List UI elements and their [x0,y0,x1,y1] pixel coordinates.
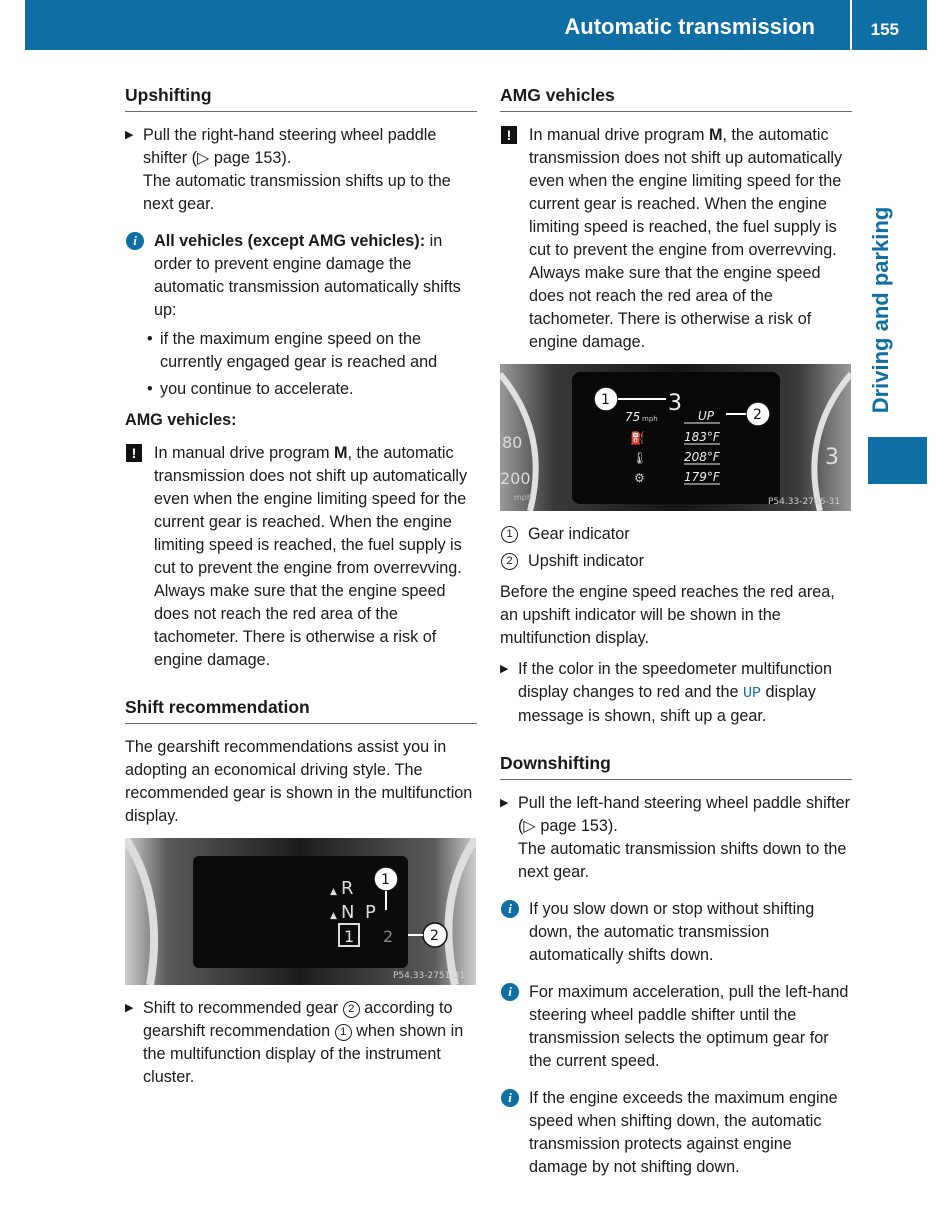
info-note-all-vehicles [125,230,477,322]
legend-number: 1 [501,526,518,543]
bullet-text: if the maximum engine speed on the currently engaged gear is reached and [160,330,438,371]
transmission-temp-icon: ⚙ [634,471,645,485]
chapter-label-text: Driving and parking [868,206,893,414]
upshift-step [125,124,477,216]
gear-r-arrow-icon: ▲ [330,887,337,897]
header-bar [25,0,927,50]
gear-recommendation-figure [125,838,476,985]
step-arrow-icon: ▶ [125,1002,134,1014]
temp-2: 208°F [684,450,720,464]
shift-recommendation-heading: Shift recommendation [125,696,477,724]
figure-code: P54.33-2766-31 [768,497,841,507]
info-text: If the engine exceeds the maximum engine speed when shifting down, the automatic transmission protects against engine damage by not shifting down. [529,1089,838,1176]
speed-unit: mph [642,415,658,423]
info-note [500,981,852,1073]
header-divider [850,0,852,50]
chapter-side-label [866,192,896,428]
bullet-text: you continue to accelerate. [160,380,354,398]
callout-1: 1 [601,392,610,408]
warning-note [500,124,852,354]
color-step [500,658,852,728]
warning-text: , the automatic transmission does not shift up automatically even when the engine limiting speed for the current gear is reached. When the engine limiting speed is reached, the fuel supply is cut to prevent the engine from overrevving. Always make sure that the engine speed does not reach the red area of the tachometer. There is otherwise a risk of engine damage. [154,444,468,669]
gear-n-arrow-icon: ▲ [330,911,337,921]
oil-temp-icon: ⛽ [630,431,645,445]
left-column [125,84,477,1097]
amg-vehicles-heading: AMG vehicles [500,84,852,112]
gauge-80: 80 [502,433,523,452]
downshift-step [500,792,852,884]
legend-item [500,550,852,573]
warning-icon: ! [501,126,517,144]
gear-r: R [341,878,354,899]
info-icon: i [126,232,144,250]
coolant-temp-icon: 🌡 [632,451,648,465]
upshift-step-result: The automatic transmission shifts up to the next gear. [143,172,451,213]
shift-step-text-b: according to gearshift recommendation [143,999,453,1040]
gauge-200: 200 [500,469,531,488]
info-all-text: in order to prevent engine damage the automatic transmission automatically shifts up: [154,232,461,319]
warning-prefix: In manual drive program [529,126,705,144]
legend-item [500,523,852,546]
bullet-item: • if the maximum engine speed on the currently engaged gear is reached and [147,330,438,371]
color-step-text-a: If the color in the speedometer multifunction display changes to red and the [518,660,833,701]
downshifting-heading: Downshifting [500,752,852,780]
gear-n: N [341,902,355,923]
gear-p: P [365,902,376,923]
upshift-step-text: Pull the right-hand steering wheel paddle shifter (▷ page 153). [143,126,437,167]
legend-number: 2 [501,553,518,570]
up-display-word: UP [742,685,761,702]
bullet-item: • you continue to accelerate. [147,380,354,398]
up-indicator: UP [698,409,715,423]
shift-step-text-c: when shown in the multifunction display of the instrument cluster. [143,1022,464,1086]
temp-3: 179°F [684,470,720,484]
info-icon: i [501,983,519,1001]
legend-label: Gear indicator [528,525,630,543]
step-arrow-icon: ▶ [500,797,509,809]
figure-code: P54.33-2751-31 [393,971,466,981]
warning-m: M [333,444,348,462]
right-gear: 3 [825,445,839,470]
callout-2-inline: 2 [343,1001,360,1018]
upshift-indicator-figure [500,364,851,511]
info-note [500,1087,852,1179]
shift-step-text-a: Shift to recommended gear [143,999,339,1017]
recommended-gear: 2 [383,927,394,946]
temp-1: 183°F [684,430,720,444]
current-gear: 1 [344,927,355,946]
info-note [500,898,852,967]
callout-1-inline: 1 [335,1024,352,1041]
callout-2: 2 [430,928,439,944]
callout-1: 1 [381,872,390,888]
chapter-tab [868,437,927,484]
legend-label: Upshift indicator [528,552,645,570]
downshift-step-text: Pull the left-hand steering wheel paddle shifter (▷ page 153). [518,794,851,835]
gear-indicator: 3 [668,391,682,416]
page-title: Automatic transmission [564,14,815,39]
right-column [500,84,852,1185]
before-paragraph: Before the engine speed reaches the red area, an upshift indicator will be shown in the multifunction display. [500,583,835,647]
warning-m: M [708,126,723,144]
speed-value: 75 [625,410,641,424]
info-icon: i [501,1089,519,1107]
info-all-bold: All vehicles (except AMG vehicles): [154,232,426,250]
page-number: 155 [870,20,899,39]
upshifting-heading: Upshifting [125,84,477,112]
color-step-text-b: display message is shown, shift up a gear. [518,683,816,725]
warning-prefix: In manual drive program [154,444,330,462]
callout-2: 2 [753,407,762,423]
info-text: For maximum acceleration, pull the left-hand steering wheel paddle shifter until the transmission selects the optimum gear for the current speed. [529,983,849,1070]
step-arrow-icon: ▶ [500,663,509,675]
warning-note [125,442,477,672]
info-text: If you slow down or stop without shifting down, the automatic transmission automatically shifts down. [529,900,815,964]
warning-icon: ! [126,444,142,462]
shift-step [125,997,477,1089]
amg-subheading: AMG vehicles: [125,411,237,429]
warning-text: , the automatic transmission does not shift up automatically even when the engine limiting speed for the current gear is reached. When the engine limiting speed is reached, the fuel supply is cut to prevent the engine from overrevving. Always make sure that the engine speed does not reach the red area of the tachometer. There is otherwise a risk of engine damage. [529,126,843,351]
downshift-step-result: The automatic transmission shifts down to the next gear. [518,840,847,881]
gauge-unit: mph [514,493,532,502]
shift-recommendation-paragraph: The gearshift recommendations assist you in adopting an economical driving style. The recommended gear is shown in the multifunction display. [125,738,473,825]
step-arrow-icon: ▶ [125,129,134,141]
info-icon: i [501,900,519,918]
